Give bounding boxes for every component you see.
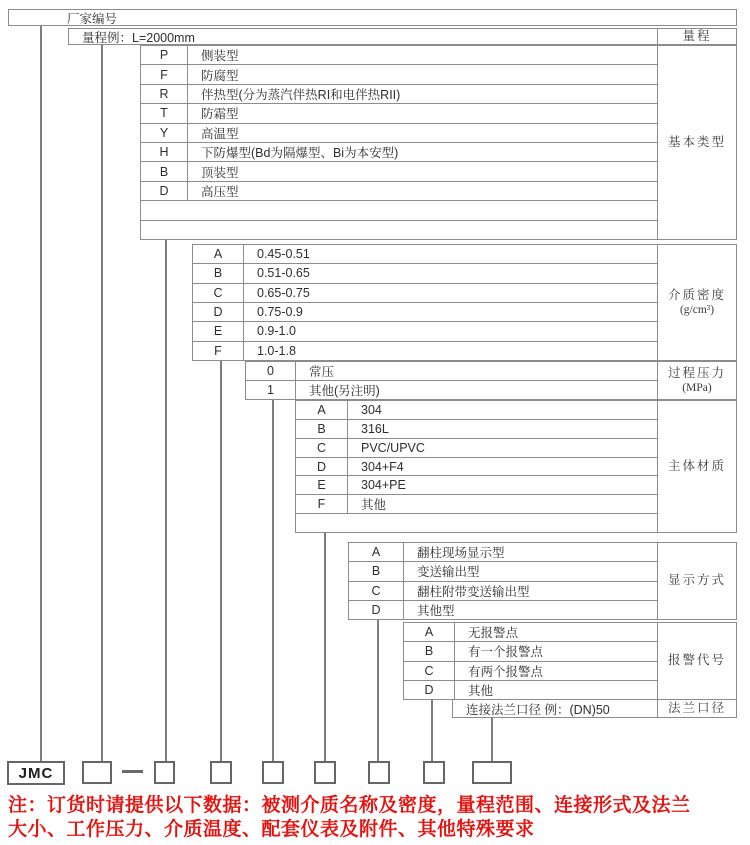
option-code: T: [141, 104, 188, 122]
option-desc: 变送输出型: [417, 565, 480, 580]
model-code-box: [262, 761, 284, 784]
option-desc: 有两个报警点: [468, 664, 544, 679]
table-row: [193, 263, 657, 282]
factory-code-label: 厂家编号: [67, 11, 118, 26]
section-display-mode: [348, 542, 737, 620]
option-desc: 304: [361, 402, 382, 417]
option-desc: 304+PE: [361, 478, 406, 493]
option-code: D: [296, 458, 348, 476]
option-code: B: [141, 162, 188, 180]
option-code: D: [404, 681, 455, 699]
option-desc: 其他: [468, 683, 494, 698]
table-row: [141, 123, 657, 142]
option-code: E: [193, 322, 244, 340]
option-rows: [141, 46, 657, 239]
option-rows: [349, 543, 657, 619]
option-code: A: [193, 245, 244, 263]
option-desc: 下防爆型(Bd为隔爆型、Bi为本安型): [201, 146, 399, 161]
section-side-unit: (g/cm³): [679, 304, 715, 317]
table-row: [246, 362, 657, 380]
option-code: F: [193, 342, 244, 360]
connector-line: [431, 700, 433, 761]
option-desc: PVC/UPVC: [361, 440, 425, 455]
option-rows: [404, 623, 657, 699]
option-code: R: [141, 85, 188, 103]
option-desc: 侧装型: [201, 49, 239, 64]
option-code: Y: [141, 124, 188, 142]
option-code: P: [141, 46, 188, 64]
section-side-unit: (MPa): [682, 382, 712, 395]
section-body-material: [295, 400, 737, 533]
connector-line: [40, 26, 42, 761]
option-code: B: [349, 562, 404, 580]
table-row: [296, 494, 657, 513]
option-desc: 伴热型(分为蒸汽伴热RI和电伴热RII): [201, 88, 401, 103]
table-row: [404, 661, 657, 680]
table-row: [141, 142, 657, 161]
option-code: D: [141, 182, 188, 200]
option-code: A: [404, 623, 455, 641]
section-side-label: 显示方式: [657, 543, 736, 619]
option-code: C: [296, 439, 348, 457]
order-note-line1: 注：订货时请提供以下数据：被测介质名称及密度，量程范围、连接形式及法兰: [8, 795, 691, 816]
option-code: C: [193, 284, 244, 302]
model-code-box: [423, 761, 445, 784]
option-code: B: [404, 642, 455, 660]
option-desc: 其他型: [417, 603, 455, 618]
model-code-box: [314, 761, 336, 784]
table-row: [296, 475, 657, 494]
table-row: [349, 581, 657, 600]
option-desc: 顶装型: [201, 165, 239, 180]
option-code: [141, 201, 188, 219]
model-code-box: [82, 761, 112, 784]
option-code: [296, 514, 348, 532]
option-desc: 高温型: [201, 126, 239, 141]
section-medium-density: [192, 244, 737, 361]
option-code: F: [296, 495, 348, 513]
section-alarm-code: [403, 622, 737, 700]
option-desc: 其他: [361, 498, 387, 513]
option-code: E: [296, 476, 348, 494]
table-row: [349, 543, 657, 561]
table-row: [296, 457, 657, 476]
table-row: [404, 623, 657, 641]
option-code: B: [193, 264, 244, 282]
table-row: [404, 641, 657, 660]
connector-line: [272, 399, 274, 761]
option-desc: 304+F4: [361, 459, 404, 474]
table-row: [404, 680, 657, 699]
option-desc: 0.51-0.65: [257, 266, 310, 281]
option-desc: 常压: [309, 365, 335, 379]
table-row: [141, 181, 657, 200]
option-code: D: [193, 303, 244, 321]
connector-line: [324, 533, 326, 761]
option-desc: [188, 221, 657, 239]
connector-line: [165, 240, 167, 761]
section-side-label: 过程压力 (MPa): [657, 362, 736, 399]
connector-line: [101, 45, 103, 761]
range-row: [68, 28, 737, 45]
option-rows: [246, 362, 657, 399]
range-side-label: 量程: [657, 29, 736, 44]
flange-size-text: 连接法兰口径 例：(DN)50: [466, 702, 610, 717]
option-desc: 高压型: [201, 185, 239, 200]
option-desc: 其他(另注明): [309, 384, 380, 398]
table-row: [193, 283, 657, 302]
separator-dash: [122, 770, 143, 773]
model-code-box: [154, 761, 175, 784]
option-code: C: [404, 662, 455, 680]
option-code: C: [349, 582, 404, 600]
table-row: [141, 103, 657, 122]
section-side-label: 介质密度 (g/cm³): [657, 245, 736, 360]
table-row: [296, 401, 657, 419]
option-code: 1: [246, 381, 296, 399]
order-note-line2: 大小、工作压力、介质温度、配套仪表及附件、其他特殊要求: [8, 818, 535, 840]
factory-code-row: [8, 9, 737, 26]
table-row: [296, 438, 657, 457]
option-code: [141, 221, 188, 239]
option-rows: [296, 401, 657, 532]
model-prefix-box: JMC: [7, 761, 65, 785]
table-row: [296, 419, 657, 438]
section-side-label: 基本类型: [657, 46, 736, 239]
table-row: [141, 46, 657, 64]
option-desc: 防霜型: [201, 107, 239, 122]
section-side-label: 主体材质: [657, 401, 736, 532]
range-example-text: 量程例：L=2000mm: [82, 30, 195, 45]
option-desc: [348, 514, 657, 532]
connector-line: [220, 361, 222, 761]
option-code: B: [296, 420, 348, 438]
option-desc: 无报警点: [468, 626, 519, 641]
section-basic-type: [140, 45, 737, 240]
option-desc: 1.0-1.8: [257, 343, 296, 358]
option-code: 0: [246, 362, 296, 380]
order-note: [8, 794, 744, 841]
flange-side-label: 法兰口径: [657, 700, 736, 717]
option-code: H: [141, 143, 188, 161]
table-row: [141, 64, 657, 83]
table-row: [349, 600, 657, 619]
connector-line: [377, 620, 379, 761]
section-side-label: 报警代号: [657, 623, 736, 699]
table-row: [246, 380, 657, 399]
table-row: [141, 161, 657, 180]
option-code: F: [141, 65, 188, 83]
connector-line: [491, 718, 493, 761]
section-process-pressure: [245, 361, 737, 400]
table-row: [296, 513, 657, 532]
option-code: A: [349, 543, 404, 561]
option-desc: 316L: [361, 421, 389, 436]
table-row: [193, 302, 657, 321]
option-rows: [193, 245, 657, 360]
option-desc: 0.75-0.9: [257, 305, 303, 320]
option-code: A: [296, 401, 348, 419]
model-code-box: [368, 761, 390, 784]
table-row: [141, 220, 657, 239]
model-code-box: [472, 761, 512, 784]
option-desc: 有一个报警点: [468, 645, 544, 660]
option-desc: 防腐型: [201, 68, 239, 83]
option-desc: 翻柱现场显示型: [417, 546, 505, 561]
table-row: [141, 84, 657, 103]
option-desc: 0.65-0.75: [257, 285, 310, 300]
table-row: [193, 341, 657, 360]
option-desc: 0.45-0.51: [257, 247, 310, 262]
option-desc: 翻柱附带变送输出型: [417, 584, 530, 599]
table-row: [193, 321, 657, 340]
option-code: D: [349, 601, 404, 619]
flange-size-row: [452, 699, 737, 718]
table-row: [141, 200, 657, 219]
option-desc: 0.9-1.0: [257, 324, 296, 339]
model-code-box: [210, 761, 232, 784]
table-row: [349, 561, 657, 580]
option-desc: [188, 201, 657, 219]
table-row: [193, 245, 657, 263]
